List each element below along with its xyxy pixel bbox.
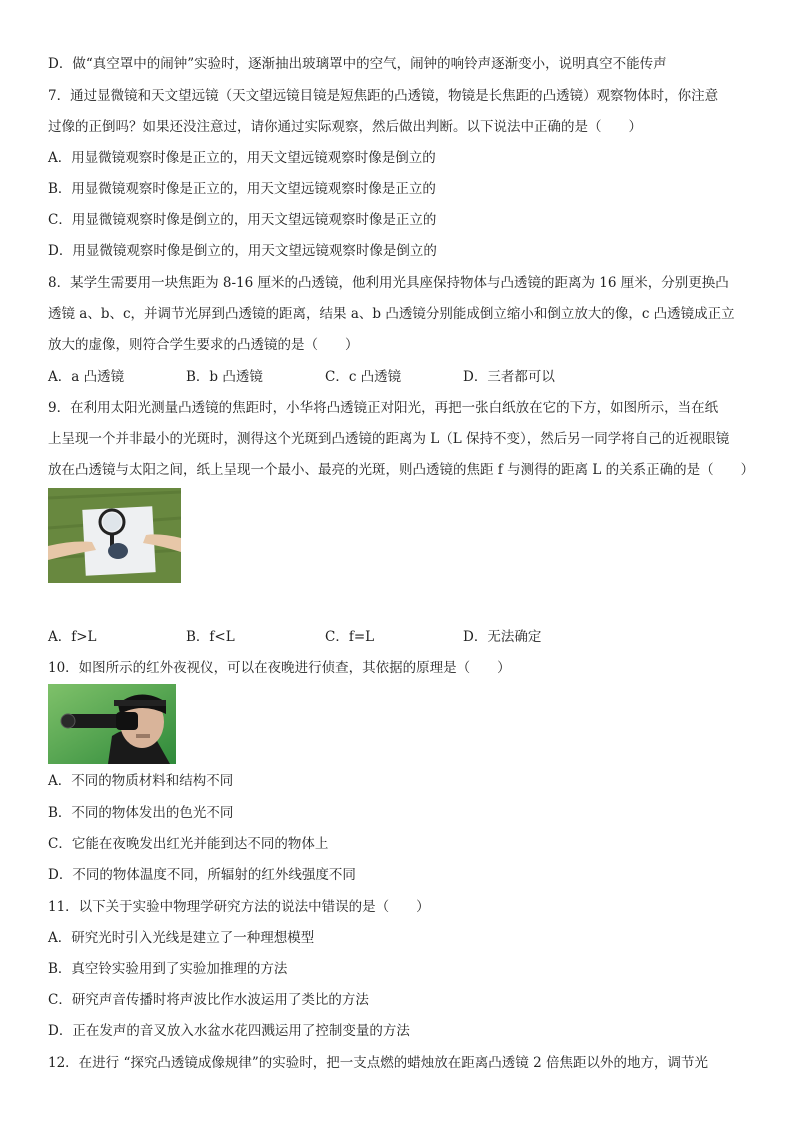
q12-stem: 12．在进行 “探究凸透镜成像规律”的实验时，把一支点燃的蜡烛放在距离凸透镜 2 倍焦距以外的地方，调节光 [48, 1055, 708, 1071]
q10-option-d: D．不同的物体温度不同，所辐射的红外线强度不同 [48, 867, 356, 883]
q11-option-c: C．研究声音传播时将声波比作水波运用了类比的方法 [48, 992, 369, 1008]
q8-stem-line-3: 放大的虚像，则符合学生要求的凸透镜的是（ ） [48, 337, 359, 353]
q9-stem-line-1: 9．在利用太阳光测量凸透镜的焦距时，小华将凸透镜正对阳光，再把一张白纸放在它的下方，如图所示，当在纸 [48, 400, 719, 416]
q11-option-b: B．真空铃实验用到了实验加推理的方法 [48, 961, 288, 977]
q6-option-d: D．做“真空罩中的闹钟”实验时，逐渐抽出玻璃罩中的空气，闹钟的响铃声逐渐变小，说明真空不能传声 [48, 56, 667, 72]
q9-option-c: C．f=L [325, 629, 375, 645]
q8-option-b: B．b 凸透镜 [186, 369, 263, 385]
q10-stem: 10．如图所示的红外夜视仪，可以在夜晚进行侦查，其依据的原理是（ ） [48, 660, 511, 676]
q7-stem-line-2: 过像的正倒吗？如果还没注意过，请你通过实际观察，然后做出判断。以下说法中正确的是（ ） [48, 119, 642, 135]
q8-stem-line-2: 透镜 a、b、c，并调节光屏到凸透镜的距离，结果 a、b 凸透镜分别能成倒立缩小和倒立放大的像，c 凸透镜成正立 [48, 306, 735, 322]
lens-sunlight-illustration [48, 488, 181, 583]
night-vision-illustration [48, 684, 176, 764]
q10-option-c: C．它能在夜晚发出红光并能到达不同的物体上 [48, 836, 329, 852]
q10-option-a: A．不同的物质材料和结构不同 [48, 773, 234, 789]
q9-stem-line-3: 放在凸透镜与太阳之间，纸上呈现一个最小、最亮的光斑，则凸透镜的焦距 f 与测得的距离 L 的关系正确的是（ ） [48, 462, 755, 478]
q7-option-b: B．用显微镜观察时像是正立的，用天文望远镜观察时像是正立的 [48, 181, 436, 197]
q7-option-c: C．用显微镜观察时像是倒立的，用天文望远镜观察时像是正立的 [48, 212, 437, 228]
q7-stem-line-1: 7．通过显微镜和天文望远镜（天文望远镜目镜是短焦距的凸透镜，物镜是长焦距的凸透镜）观察物体时，你注意 [48, 88, 719, 104]
q11-option-d: D．正在发声的音叉放入水盆水花四溅运用了控制变量的方法 [48, 1023, 410, 1039]
q11-stem: 11．以下关于实验中物理学研究方法的说法中错误的是（ ） [48, 899, 430, 915]
q7-option-a: A．用显微镜观察时像是正立的，用天文望远镜观察时像是倒立的 [48, 150, 436, 166]
lens-sunlight-photo [48, 488, 181, 583]
q9-stem-line-2: 上呈现一个并非最小的光斑时，测得这个光斑到凸透镜的距离为 L（L 保持不变），然后另一同学将自己的近视眼镜 [48, 431, 730, 447]
night-vision-photo [48, 684, 176, 764]
q9-option-a: A．f>L [48, 629, 97, 645]
q8-option-a: A．a 凸透镜 [48, 369, 125, 385]
q7-option-d: D．用显微镜观察时像是倒立的，用天文望远镜观察时像是倒立的 [48, 243, 437, 259]
q11-option-a: A．研究光时引入光线是建立了一种理想模型 [48, 930, 315, 946]
q9-option-b: B．f<L [186, 629, 235, 645]
q8-stem-line-1: 8．某学生需要用一块焦距为 8-16 厘米的凸透镜，他利用光具座保持物体与凸透镜的距离为 16 厘米，分别更换凸 [48, 275, 729, 291]
q9-option-d: D．无法确定 [463, 629, 542, 645]
q10-option-b: B．不同的物体发出的色光不同 [48, 805, 234, 821]
q8-option-d: D．三者都可以 [463, 369, 555, 385]
q8-option-c: C．c 凸透镜 [325, 369, 402, 385]
